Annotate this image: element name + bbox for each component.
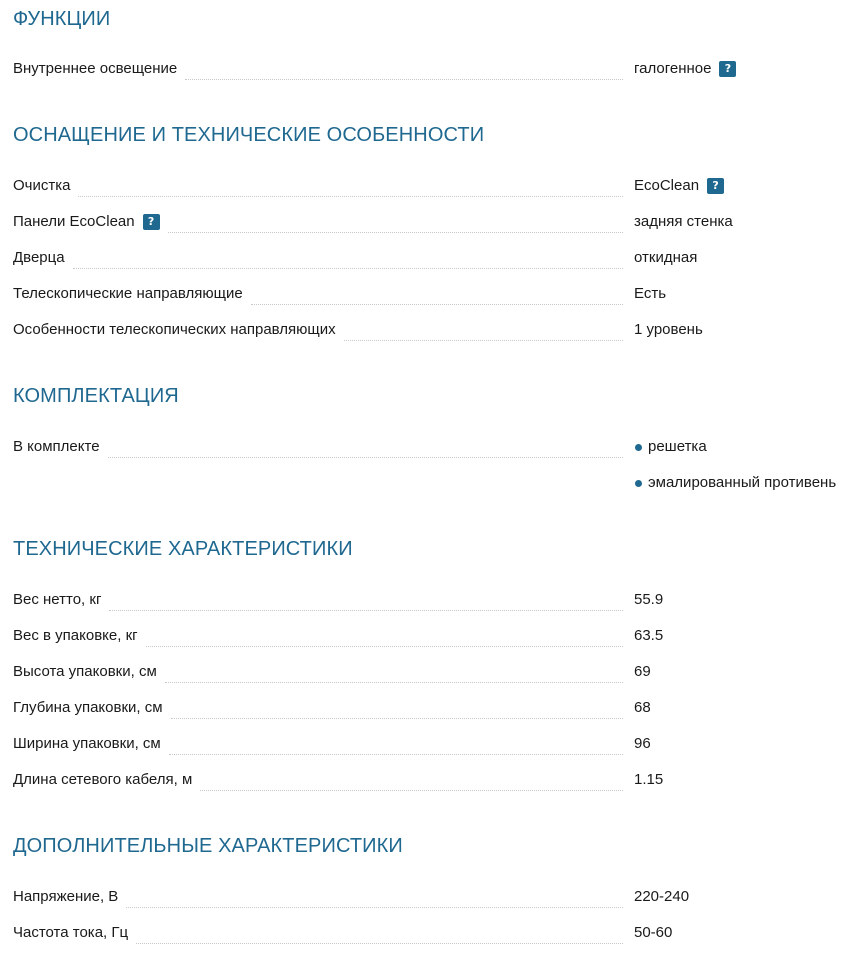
help-icon[interactable]: ? [707, 178, 724, 194]
spec-label-wrap [13, 663, 623, 689]
dotted-leader [108, 439, 623, 458]
spec-value-wrap [634, 321, 854, 339]
spec-label-wrap [13, 213, 623, 239]
spec-value [634, 177, 854, 195]
section-title: ФУНКЦИИ [13, 8, 111, 30]
spec-label-wrap [13, 591, 623, 617]
spec-label: Телескопические направляющие [13, 285, 251, 303]
spec-label-wrap [13, 249, 623, 275]
spec-row-telescopic-rails [0, 285, 854, 311]
spec-row-package-width [0, 735, 854, 761]
spec-row-package-height [0, 663, 854, 689]
spec-row-included [0, 438, 854, 498]
spec-value-wrap [634, 924, 854, 942]
spec-label: Особенности телескопических направляющих [13, 321, 344, 339]
spec-value-wrap [634, 627, 854, 645]
dotted-leader [146, 628, 623, 647]
spec-label: Длина сетевого кабеля, м [13, 771, 200, 789]
bullet-icon [635, 444, 642, 451]
spec-value-wrap [634, 438, 854, 492]
spec-value: откидная [634, 249, 698, 266]
spec-label: Напряжение, В [13, 888, 126, 906]
dotted-leader [169, 736, 623, 755]
spec-value: Есть [634, 285, 667, 302]
spec-label-wrap [13, 177, 623, 203]
spec-label-text: Панели EcoClean [13, 213, 135, 230]
spec-row-frequency [0, 924, 854, 950]
spec-row-telescopic-features [0, 321, 854, 347]
spec-label: В комплекте [13, 438, 108, 456]
dotted-leader [251, 286, 623, 305]
spec-value-wrap [634, 888, 854, 906]
spec-value: 69 [634, 663, 651, 680]
spec-row-gross-weight [0, 627, 854, 653]
spec-label: Внутреннее освещение [13, 60, 185, 78]
spec-label-wrap [13, 771, 623, 797]
dotted-leader [78, 178, 623, 197]
spec-value-wrap [634, 177, 854, 195]
spec-value-wrap [634, 60, 854, 78]
spec-value-wrap [634, 213, 854, 231]
dotted-leader [168, 214, 623, 233]
section-title: ДОПОЛНИТЕЛЬНЫЕ ХАРАКТЕРИСТИКИ [13, 835, 403, 857]
dotted-leader [165, 664, 623, 683]
spec-label-wrap [13, 924, 623, 950]
spec-row-ecoclean-panels [0, 213, 854, 239]
spec-value-list-item [634, 438, 854, 456]
spec-value-wrap [634, 591, 854, 609]
dotted-leader [200, 772, 623, 791]
spec-label-wrap [13, 888, 623, 914]
dotted-leader [126, 889, 623, 908]
dotted-leader [73, 250, 623, 269]
spec-value-wrap [634, 249, 854, 267]
spec-row-package-depth [0, 699, 854, 725]
spec-label: Вес в упаковке, кг [13, 627, 146, 645]
spec-label-wrap [13, 438, 623, 464]
spec-row-interior-lighting [0, 60, 854, 86]
spec-value: задняя стенка [634, 213, 733, 230]
spec-label: Очистка [13, 177, 78, 195]
spec-label: Глубина упаковки, см [13, 699, 171, 717]
section-title: ОСНАЩЕНИЕ И ТЕХНИЧЕСКИЕ ОСОБЕННОСТИ [13, 124, 485, 146]
spec-label-wrap [13, 285, 623, 311]
spec-value-wrap [634, 735, 854, 753]
spec-label-wrap [13, 735, 623, 761]
spec-row-cleaning [0, 177, 854, 203]
spec-label-wrap [13, 699, 623, 725]
dotted-leader [344, 322, 623, 341]
spec-value-wrap [634, 771, 854, 789]
spec-row-voltage [0, 888, 854, 914]
bullet-icon [635, 480, 642, 487]
spec-row-cable-length [0, 771, 854, 797]
spec-value: 50-60 [634, 924, 673, 941]
spec-value: 55.9 [634, 591, 664, 608]
spec-label: Дверца [13, 249, 73, 267]
spec-value-text: решетка [648, 438, 707, 455]
spec-label: Ширина упаковки, см [13, 735, 169, 753]
spec-value-wrap [634, 285, 854, 303]
help-icon[interactable]: ? [719, 61, 736, 77]
section-title: ТЕХНИЧЕСКИЕ ХАРАКТЕРИСТИКИ [13, 538, 353, 560]
spec-label-wrap [13, 627, 623, 653]
spec-value-text: эмалированный противень [648, 474, 837, 491]
spec-value: 1 уровень [634, 321, 703, 338]
spec-value-wrap [634, 663, 854, 681]
section-title: КОМПЛЕКТАЦИЯ [13, 385, 179, 407]
spec-row-net-weight [0, 591, 854, 617]
spec-value-wrap [634, 699, 854, 717]
spec-value-text: EcoClean [634, 177, 700, 194]
dotted-leader [171, 700, 623, 719]
spec-value-text: галогенное [634, 60, 712, 77]
spec-value: 68 [634, 699, 651, 716]
spec-label: Высота упаковки, см [13, 663, 165, 681]
spec-label: Вес нетто, кг [13, 591, 109, 609]
spec-value: 63.5 [634, 627, 664, 644]
dotted-leader [185, 61, 623, 80]
spec-value [634, 60, 854, 78]
spec-label: Частота тока, Гц [13, 924, 136, 942]
spec-label-wrap [13, 60, 623, 86]
dotted-leader [109, 592, 623, 611]
spec-label [13, 213, 168, 231]
spec-value: 1.15 [634, 771, 664, 788]
spec-label-wrap [13, 321, 623, 347]
help-icon[interactable]: ? [143, 214, 160, 230]
spec-value: 96 [634, 735, 651, 752]
spec-row-door [0, 249, 854, 275]
spec-value: 220-240 [634, 888, 690, 905]
spec-value-list-item [634, 474, 854, 492]
dotted-leader [136, 925, 623, 944]
